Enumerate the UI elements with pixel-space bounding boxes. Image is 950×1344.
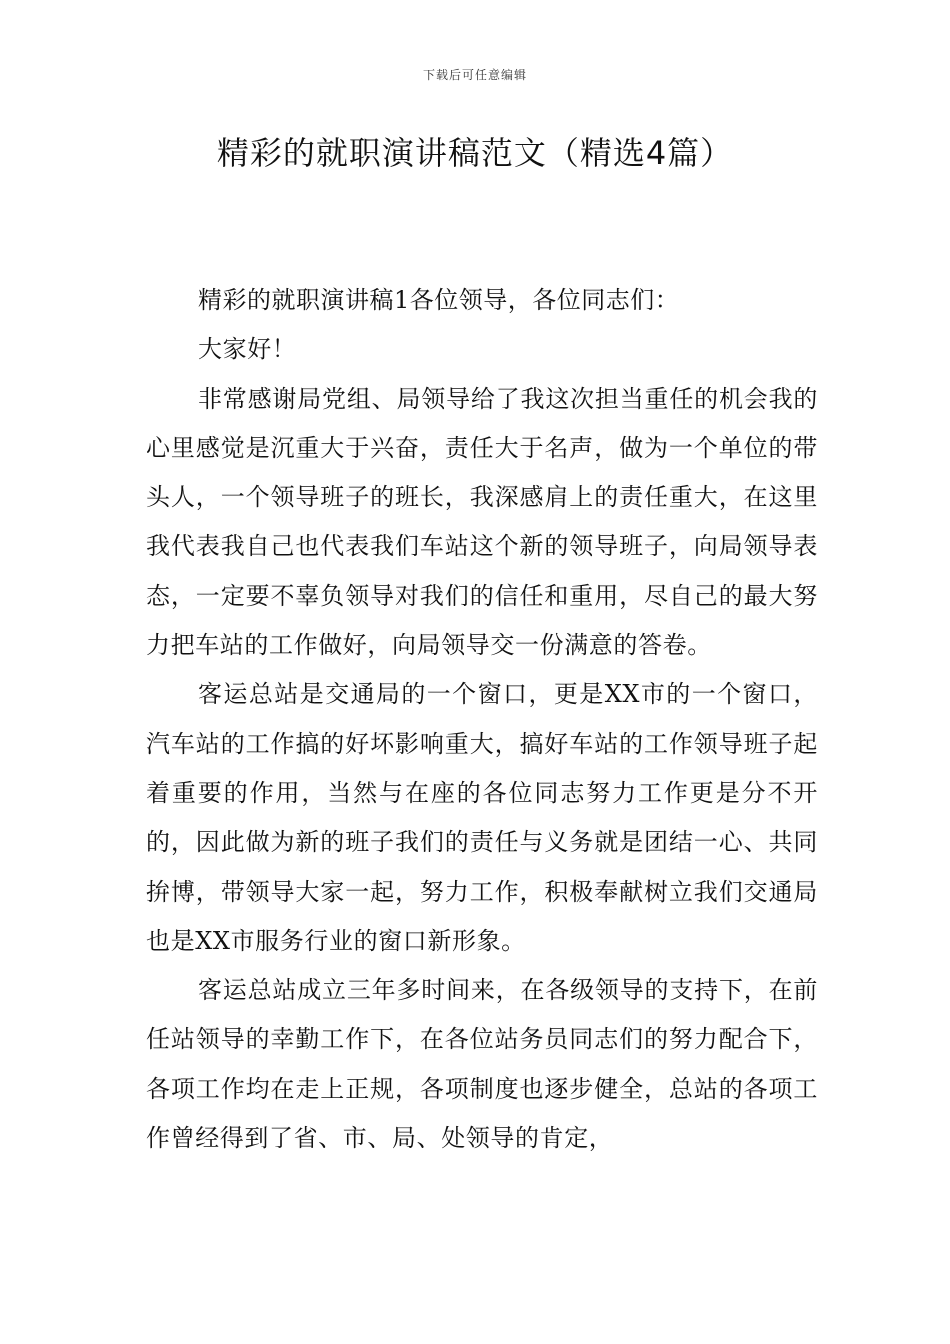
paragraph-hello: 大家好！: [198, 335, 297, 364]
paragraph-station-history: 客运总站成立三年多时间来，在各级领导的支持下，在前任站领导的幸勤工作下，在各位站务员同志们的努力配合下，各项工作均在走上正规，各项制度也逐步健全，总站的各项工作曾经得到了省、市、局、处领导的肯定，: [146, 976, 818, 1153]
paragraph-thanks: 非常感谢局党组、局领导给了我这次担当重任的机会我的心里感觉是沉重大于兴奋，责任大于名声，做为一个单位的带头人，一个领导班子的班长，我深感肩上的责任重大，在这里我代表我自己也代表我们车站这个新的领导班子，向局领导表态，一定要不辜负领导对我们的信任和重用，尽自己的最大努力把车站的工作做好，向局领导交一份满意的答卷。: [146, 384, 818, 660]
document-title: 精彩的就职演讲稿范文（精选4篇）: [216, 134, 734, 172]
paragraph-station-window: 客运总站是交通局的一个窗口，更是XX市的一个窗口，汽车站的工作搞的好坏影响重大，搞好车站的工作领导班子起着重要的作用，当然与在座的各位同志努力工作更是分不开的，因此做为新的班子我们的责任与义务就是团结一心、共同拚博，带领导大家一起，努力工作，积极奉献树立我们交通局也是XX市服务行业的窗口新形象。: [146, 680, 818, 955]
header-note: 下载后可任意编辑: [422, 68, 527, 82]
paragraph-greeting-line: 精彩的就职演讲稿1各位领导，各位同志们：: [198, 286, 680, 314]
document-body: [146, 276, 818, 1163]
